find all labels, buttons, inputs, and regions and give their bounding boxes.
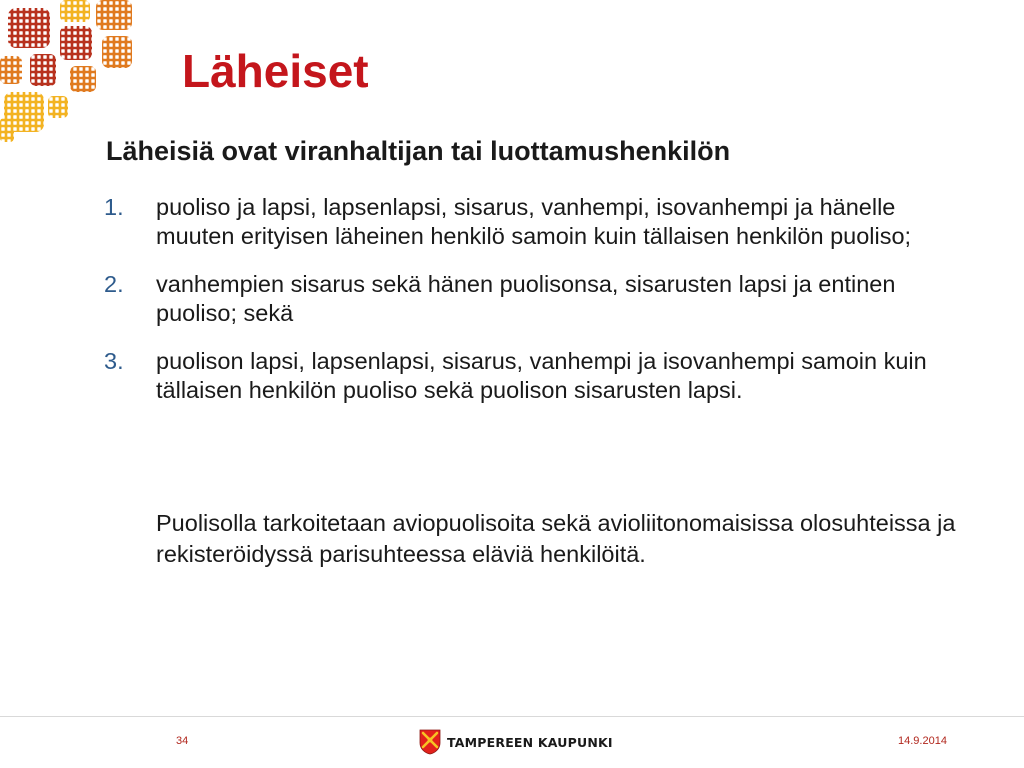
tampere-coat-of-arms-icon [419, 729, 441, 755]
footer-divider [0, 716, 1024, 717]
list-item-number: 2. [104, 271, 124, 297]
slide-date: 14.9.2014 [898, 735, 947, 747]
page-number: 34 [176, 735, 189, 747]
list-item-text: puolison lapsi, lapsenlapsi, sisarus, vanhempi ja isovanhempi samoin kuin tällaisen henkilön puoliso sekä puolison sisarusten lapsi. [156, 348, 927, 403]
slide-subtitle: Läheisiä ovat viranhaltijan tai luottamushenkilön [106, 136, 731, 166]
definition-list [104, 193, 964, 424]
organization-name: TAMPEREEN KAUPUNKI [447, 734, 613, 750]
spouse-definition-note: Puolisolla tarkoitetaan aviopuolisoita sekä avioliitonomaisissa olosuhteissa ja rekisteröidyssä parisuhteessa eläviä henkilöitä. [156, 510, 956, 567]
list-item [104, 193, 964, 251]
footer-logo [419, 729, 613, 755]
woven-lattice-pattern-icon [0, 0, 140, 145]
list-item-number: 3. [104, 348, 124, 374]
list-item [104, 347, 964, 405]
list-item-number: 1. [104, 194, 124, 220]
list-item [104, 270, 964, 328]
slide-title: Läheiset [182, 45, 369, 97]
list-item-text: vanhempien sisarus sekä hänen puolisonsa, sisarusten lapsi ja entinen puoliso; sekä [156, 271, 896, 326]
list-item-text: puoliso ja lapsi, lapsenlapsi, sisarus, vanhempi, isovanhempi ja hänelle muuten erityisen läheinen henkilö samoin kuin tällaisen henkilön puoliso; [156, 194, 912, 249]
